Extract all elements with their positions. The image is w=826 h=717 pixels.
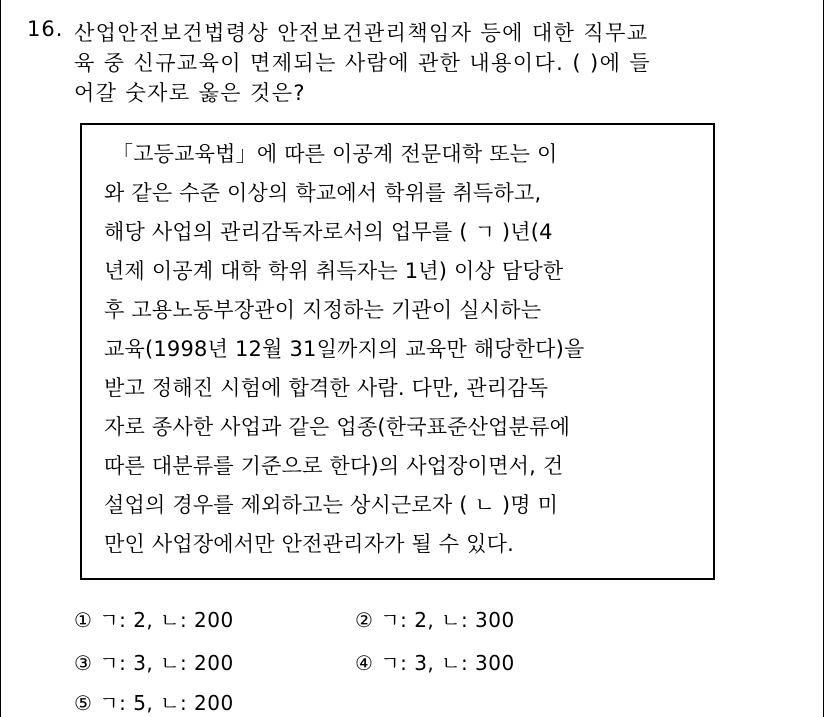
question-text-line: 어갈 숫자로 옳은 것은?	[74, 81, 306, 105]
passage-line: 설업의 경우를 제외하고는 상시근로자 ( ㄴ )명 미	[104, 493, 559, 517]
passage-line: 년제 이공계 대학 학위 취득자는 1년) 이상 담당한	[104, 259, 564, 283]
passage-line: 만인 사업장에서만 안전관리자가 될 수 있다.	[104, 532, 514, 556]
question-text-line: 육 중 신규교육이 면제되는 사람에 관한 내용이다. ( )에 들	[74, 51, 652, 75]
passage-line: 따른 대분류를 기준으로 한다)의 사업장이면서, 건	[104, 454, 564, 478]
answer-choice-2[interactable]: ② ㄱ: 2, ㄴ: 300	[355, 608, 515, 632]
passage-line: 「고등교육법」에 따른 이공계 전문대학 또는 이	[112, 142, 558, 166]
answer-choice-5[interactable]: ⑤ ㄱ: 5, ㄴ: 200	[74, 691, 234, 715]
question-text-line: 산업안전보건법령상 안전보건관리책임자 등에 대한 직무교	[74, 21, 649, 45]
passage-line: 와 같은 수준 이상의 학교에서 학위를 취득하고,	[104, 181, 542, 205]
passage-line: 교육(1998년 12월 31일까지의 교육만 해당한다)을	[104, 337, 585, 361]
question-number: 16.	[27, 17, 64, 41]
answer-choice-3[interactable]: ③ ㄱ: 3, ㄴ: 200	[74, 651, 234, 675]
answer-choice-1[interactable]: ① ㄱ: 2, ㄴ: 200	[74, 608, 234, 632]
passage-line: 후 고용노동부장관이 지정하는 기관이 실시하는	[104, 298, 542, 322]
passage-line: 자로 종사한 사업과 같은 업종(한국표준산업분류에	[104, 415, 571, 439]
passage-box	[80, 123, 715, 580]
passage-line: 해당 사업의 관리감독자로서의 업무를 ( ㄱ )년(4	[104, 220, 553, 244]
passage-line: 받고 정해진 시험에 합격한 사람. 다만, 관리감독	[104, 376, 549, 400]
answer-choice-4[interactable]: ④ ㄱ: 3, ㄴ: 300	[355, 651, 515, 675]
